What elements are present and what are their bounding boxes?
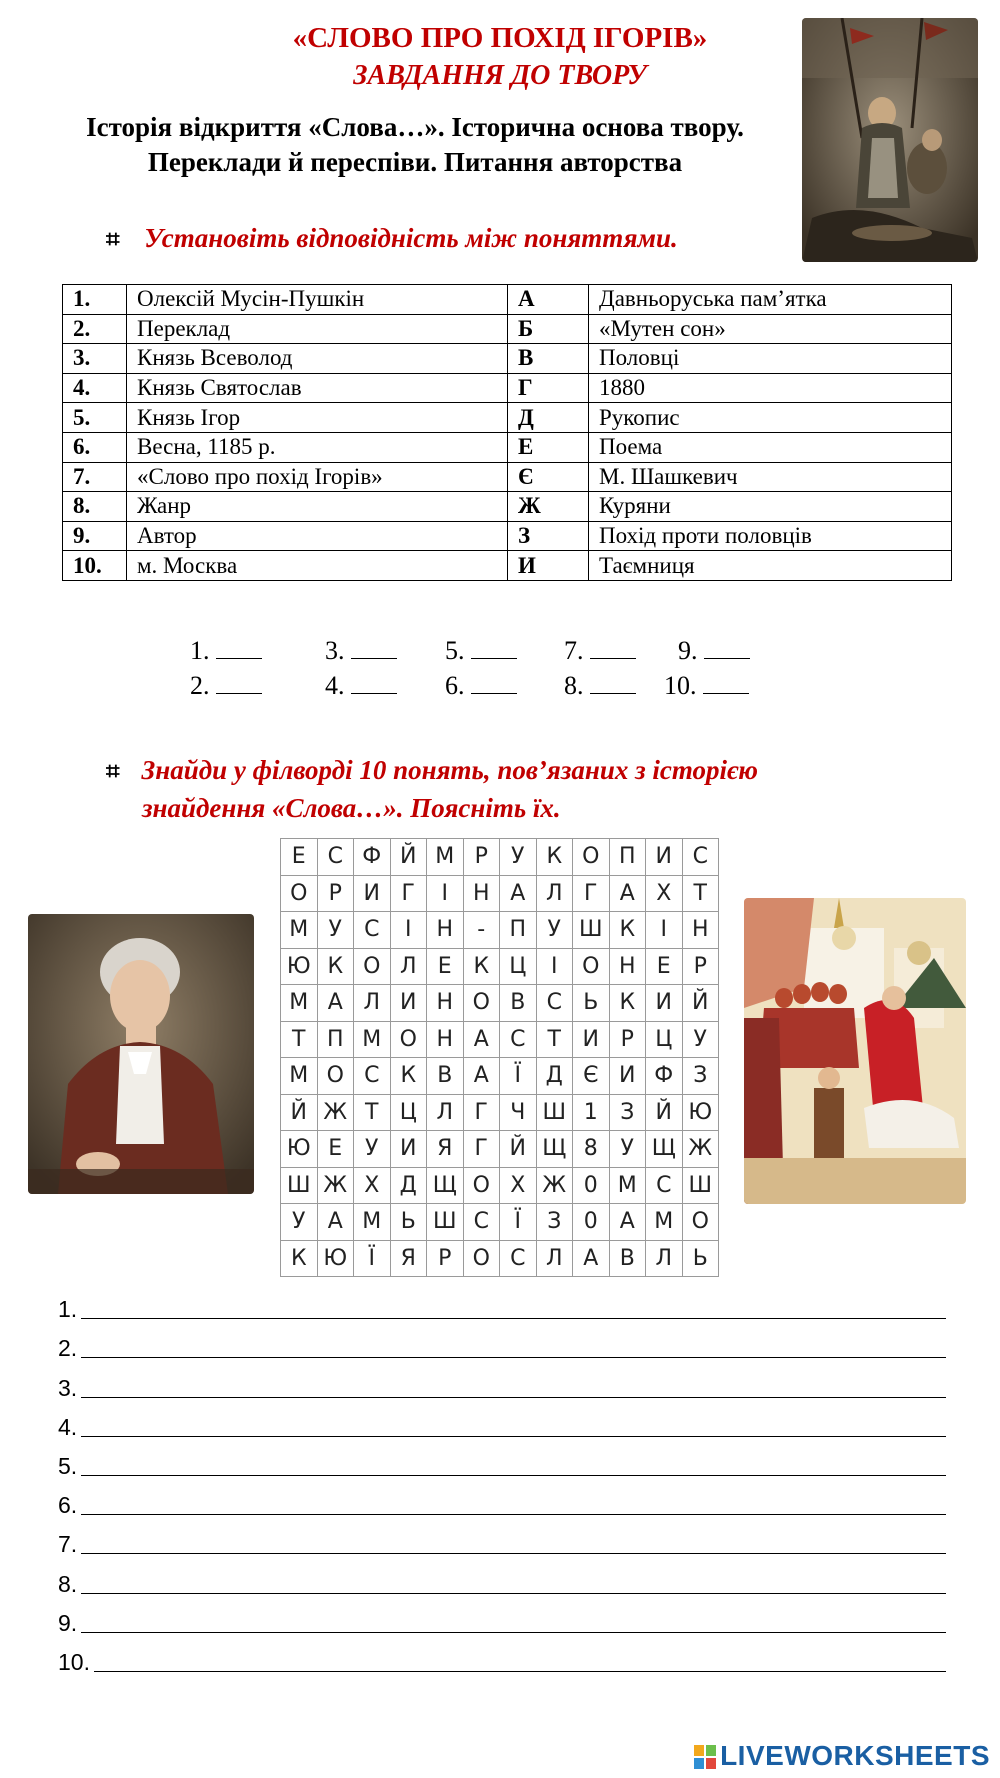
grid-cell[interactable]: У xyxy=(500,839,537,876)
grid-cell[interactable]: І xyxy=(646,912,683,949)
grid-cell[interactable]: З xyxy=(536,1204,573,1241)
answer-blank-label: 3. xyxy=(325,636,345,665)
answer-line-number: 7. xyxy=(58,1531,78,1558)
grid-cell[interactable]: И xyxy=(646,985,683,1022)
answer-blank[interactable] xyxy=(678,636,750,666)
answer-line-number: 3. xyxy=(58,1374,78,1401)
answer-line-number: 6. xyxy=(58,1492,78,1519)
grid-cell[interactable]: П xyxy=(317,1021,354,1058)
grid-cell[interactable]: У xyxy=(536,912,573,949)
table-cell-num: 4. xyxy=(63,373,127,403)
table-cell-right: Куряни xyxy=(589,492,952,522)
worksheet-subtitle: ЗАВДАННЯ ДО ТВОРУ xyxy=(353,60,647,91)
table-row xyxy=(63,551,952,581)
grid-cell[interactable]: Л xyxy=(536,1240,573,1277)
grid-cell[interactable]: С xyxy=(536,985,573,1022)
grid-cell[interactable]: О xyxy=(463,1167,500,1204)
answer-line-field[interactable] xyxy=(81,1396,946,1398)
task-2-text-line-2: знайдення «Слова…». Поясніть їх. xyxy=(142,793,561,823)
section-heading xyxy=(40,110,790,180)
answer-line[interactable] xyxy=(58,1443,946,1482)
table-cell-num: 5. xyxy=(63,403,127,433)
answer-blank[interactable] xyxy=(190,671,262,701)
answer-blank-label: 8. xyxy=(564,671,584,700)
table-cell-letter: Б xyxy=(508,314,589,344)
answer-line[interactable] xyxy=(58,1600,946,1639)
grid-cell[interactable]: О xyxy=(281,875,318,912)
grid-cell[interactable]: Н xyxy=(427,985,464,1022)
task-2-instruction xyxy=(106,752,758,826)
grid-cell[interactable]: Ю xyxy=(281,1131,318,1168)
grid-cell[interactable]: К xyxy=(317,948,354,985)
grid-cell[interactable]: К xyxy=(463,948,500,985)
answer-blank[interactable] xyxy=(564,636,636,666)
grid-cell[interactable]: У xyxy=(609,1131,646,1168)
grid-cell[interactable]: Ч xyxy=(500,1094,537,1131)
grid-cell[interactable]: А xyxy=(463,1021,500,1058)
grid-cell[interactable]: А xyxy=(500,875,537,912)
grid-cell[interactable]: І xyxy=(427,875,464,912)
answer-line[interactable] xyxy=(58,1639,946,1678)
answer-line-number: 9. xyxy=(58,1609,78,1636)
answer-blank-label: 9. xyxy=(678,636,698,665)
grid-cell[interactable]: О xyxy=(682,1204,719,1241)
grid-cell[interactable]: И xyxy=(354,875,391,912)
grid-cell[interactable]: К xyxy=(536,839,573,876)
answer-blank[interactable] xyxy=(564,671,636,701)
grid-row xyxy=(281,1204,719,1241)
grid-cell[interactable]: И xyxy=(390,1131,427,1168)
answer-line-number: 4. xyxy=(58,1413,78,1440)
grid-cell[interactable]: І xyxy=(390,912,427,949)
grid-cell[interactable]: В xyxy=(427,1058,464,1095)
grid-cell[interactable]: Й xyxy=(646,1094,683,1131)
answer-blank-field[interactable] xyxy=(471,636,517,659)
grid-cell[interactable]: Ш xyxy=(536,1094,573,1131)
grid-cell[interactable]: Т xyxy=(536,1021,573,1058)
answer-line-number: 8. xyxy=(58,1570,78,1597)
grid-cell[interactable]: Ш xyxy=(281,1167,318,1204)
grid-cell[interactable]: Й xyxy=(390,839,427,876)
answer-blank[interactable] xyxy=(664,671,749,701)
answer-blank-label: 4. xyxy=(325,671,345,700)
grid-row xyxy=(281,1131,719,1168)
grid-cell[interactable]: П xyxy=(500,912,537,949)
grid-cell[interactable]: Ї xyxy=(354,1240,391,1277)
answer-line-number: 1. xyxy=(58,1296,78,1323)
grid-cell[interactable]: 1 xyxy=(573,1094,610,1131)
grid-cell[interactable]: Л xyxy=(646,1240,683,1277)
grid-cell[interactable]: И xyxy=(646,839,683,876)
grid-cell[interactable]: Л xyxy=(354,985,391,1022)
answer-blank[interactable] xyxy=(325,636,397,666)
grid-cell[interactable]: Р xyxy=(317,875,354,912)
grid-cell[interactable]: Р xyxy=(463,839,500,876)
table-row xyxy=(63,285,952,315)
answer-line-field[interactable] xyxy=(81,1474,946,1476)
answer-blank-field[interactable] xyxy=(351,636,397,659)
grid-cell[interactable]: К xyxy=(281,1240,318,1277)
grid-cell[interactable]: Щ xyxy=(427,1167,464,1204)
grid-cell[interactable]: Т xyxy=(281,1021,318,1058)
grid-row xyxy=(281,948,719,985)
grid-cell[interactable]: Щ xyxy=(536,1131,573,1168)
grid-cell[interactable]: А xyxy=(317,985,354,1022)
grid-cell[interactable]: В xyxy=(609,1240,646,1277)
grid-cell[interactable]: Н xyxy=(463,875,500,912)
grid-cell[interactable]: Ш xyxy=(573,912,610,949)
table-cell-left: м. Москва xyxy=(127,551,508,581)
table-row xyxy=(63,432,952,462)
table-cell-letter: Є xyxy=(508,462,589,492)
grid-row xyxy=(281,1021,719,1058)
grid-cell[interactable]: Х xyxy=(500,1167,537,1204)
table-cell-right: Таємниця xyxy=(589,551,952,581)
answer-line[interactable] xyxy=(58,1560,946,1599)
liveworksheets-logo xyxy=(694,1740,990,1772)
grid-cell[interactable]: К xyxy=(390,1058,427,1095)
table-row xyxy=(63,492,952,522)
table-row xyxy=(63,314,952,344)
grid-cell[interactable]: О xyxy=(390,1021,427,1058)
grid-cell[interactable]: М xyxy=(281,985,318,1022)
grid-cell[interactable]: Ц xyxy=(646,1021,683,1058)
table-cell-letter: А xyxy=(508,285,589,315)
table-cell-num: 7. xyxy=(63,462,127,492)
grid-cell[interactable]: А xyxy=(609,875,646,912)
grid-cell[interactable]: Л xyxy=(427,1094,464,1131)
grid-cell[interactable]: К xyxy=(609,985,646,1022)
answer-line[interactable] xyxy=(58,1482,946,1521)
grid-cell[interactable]: Д xyxy=(536,1058,573,1095)
table-cell-left: Весна, 1185 р. xyxy=(127,432,508,462)
grid-row xyxy=(281,912,719,949)
grid-cell[interactable]: Ї xyxy=(500,1058,537,1095)
grid-cell[interactable]: З xyxy=(609,1094,646,1131)
answer-blank-label: 5. xyxy=(445,636,465,665)
answer-line[interactable] xyxy=(58,1286,946,1325)
grid-cell[interactable]: А xyxy=(573,1240,610,1277)
table-cell-right: «Мутен сон» xyxy=(589,314,952,344)
table-cell-letter: З xyxy=(508,521,589,551)
battle-painting-image xyxy=(802,18,978,262)
grid-cell[interactable]: М xyxy=(609,1167,646,1204)
grid-cell[interactable]: Е xyxy=(281,839,318,876)
grid-cell[interactable]: Н xyxy=(427,1021,464,1058)
grid-cell[interactable]: 0 xyxy=(573,1204,610,1241)
grid-cell[interactable]: Г xyxy=(463,1131,500,1168)
grid-cell[interactable]: Ф xyxy=(354,839,391,876)
answer-blank[interactable] xyxy=(325,671,397,701)
grid-cell[interactable]: К xyxy=(609,912,646,949)
grid-row xyxy=(281,985,719,1022)
grid-cell[interactable]: Ц xyxy=(500,948,537,985)
task-1-text: Установіть відповідність між поняттями. xyxy=(144,223,678,253)
table-cell-right: Рукопис xyxy=(589,403,952,433)
table-cell-left: Князь Всеволод xyxy=(127,344,508,374)
grid-cell[interactable]: У xyxy=(682,1021,719,1058)
answer-blank[interactable] xyxy=(445,671,517,701)
grid-cell[interactable]: У xyxy=(354,1131,391,1168)
grid-cell[interactable]: Ш xyxy=(427,1204,464,1241)
grid-cell[interactable]: Ж xyxy=(317,1094,354,1131)
table-row xyxy=(63,403,952,433)
grid-cell[interactable]: М xyxy=(354,1204,391,1241)
grid-cell[interactable]: Ь xyxy=(682,1240,719,1277)
table-cell-letter: Д xyxy=(508,403,589,433)
table-cell-right: Давньоруська пам’ятка xyxy=(589,285,952,315)
grid-cell[interactable]: Й xyxy=(500,1131,537,1168)
grid-cell[interactable]: Н xyxy=(682,912,719,949)
answer-line[interactable] xyxy=(58,1521,946,1560)
table-cell-letter: Ж xyxy=(508,492,589,522)
grid-cell[interactable]: Ю xyxy=(682,1094,719,1131)
grid-cell[interactable]: Ь xyxy=(390,1204,427,1241)
answer-line[interactable] xyxy=(58,1325,946,1364)
grid-cell[interactable]: С xyxy=(463,1204,500,1241)
answer-blank-label: 10. xyxy=(664,671,697,700)
answer-blank-label: 1. xyxy=(190,636,210,665)
answer-blank-label: 7. xyxy=(564,636,584,665)
grid-cell[interactable]: Х xyxy=(646,875,683,912)
answer-blank[interactable] xyxy=(445,636,517,666)
table-cell-right: Похід проти половців xyxy=(589,521,952,551)
grid-cell[interactable]: И xyxy=(609,1058,646,1095)
grid-cell[interactable]: Ц xyxy=(390,1094,427,1131)
grid-cell[interactable]: С xyxy=(500,1240,537,1277)
grid-cell[interactable]: Я xyxy=(390,1240,427,1277)
grid-cell[interactable]: Г xyxy=(573,875,610,912)
grid-cell[interactable]: А xyxy=(463,1058,500,1095)
wordsearch-grid xyxy=(280,838,719,1277)
grid-cell[interactable]: О xyxy=(573,839,610,876)
grid-cell[interactable]: У xyxy=(281,1204,318,1241)
grid-cell[interactable]: Е xyxy=(317,1131,354,1168)
table-cell-left: Олексій Мусін-Пушкін xyxy=(127,285,508,315)
grid-row xyxy=(281,1058,719,1095)
grid-cell[interactable]: 8 xyxy=(573,1131,610,1168)
answer-blank-field[interactable] xyxy=(590,671,636,694)
grid-cell[interactable]: Е xyxy=(646,948,683,985)
answer-blank-field[interactable] xyxy=(216,671,262,694)
grid-cell[interactable]: М xyxy=(281,1058,318,1095)
grid-row xyxy=(281,875,719,912)
grid-cell[interactable]: О xyxy=(354,948,391,985)
answer-blank-field[interactable] xyxy=(703,671,749,694)
task-2-text-line-1: Знайди у філворді 10 понять, пов’язаних з історією xyxy=(141,755,758,785)
grid-cell[interactable]: О xyxy=(573,948,610,985)
task-1-instruction xyxy=(106,220,678,258)
grid-cell[interactable]: Н xyxy=(609,948,646,985)
answer-line-field[interactable] xyxy=(81,1552,946,1554)
liveworksheets-logo-icon xyxy=(694,1744,716,1768)
grid-cell[interactable]: Й xyxy=(281,1094,318,1131)
table-cell-left: «Слово про похід Ігорів» xyxy=(127,462,508,492)
answer-line[interactable] xyxy=(58,1404,946,1443)
answer-blank-field[interactable] xyxy=(471,671,517,694)
grid-cell[interactable]: 0 xyxy=(573,1167,610,1204)
grid-cell[interactable]: М xyxy=(281,912,318,949)
grid-cell[interactable]: Ж xyxy=(317,1167,354,1204)
portrait-image xyxy=(28,914,254,1194)
grid-cell[interactable]: Ї xyxy=(500,1204,537,1241)
table-cell-num: 2. xyxy=(63,314,127,344)
grid-cell[interactable]: Т xyxy=(354,1094,391,1131)
grid-row xyxy=(281,1094,719,1131)
answer-line-field[interactable] xyxy=(81,1435,946,1437)
section-heading-line-1: Історія відкриття «Слова…». Історична основа твору. xyxy=(86,112,744,142)
table-cell-letter: В xyxy=(508,344,589,374)
answer-line-number: 10. xyxy=(58,1648,90,1675)
grid-cell[interactable]: И xyxy=(390,985,427,1022)
table-cell-letter: Е xyxy=(508,432,589,462)
table-row xyxy=(63,462,952,492)
grid-cell[interactable]: М xyxy=(646,1204,683,1241)
grid-cell[interactable]: З xyxy=(682,1058,719,1095)
answer-blank-label: 6. xyxy=(445,671,465,700)
grid-cell[interactable]: Е xyxy=(427,948,464,985)
answer-blank-field[interactable] xyxy=(216,636,262,659)
table-cell-right: 1880 xyxy=(589,373,952,403)
grid-row xyxy=(281,1167,719,1204)
grid-row xyxy=(281,1240,719,1277)
answer-line-field[interactable] xyxy=(81,1356,946,1358)
table-cell-left: Князь Ігор xyxy=(127,403,508,433)
worksheet-title: «СЛОВО ПРО ПОХІД ІГОРІВ» xyxy=(292,22,708,54)
table-row xyxy=(63,521,952,551)
grid-cell[interactable]: О xyxy=(463,985,500,1022)
grid-cell[interactable]: С xyxy=(500,1021,537,1058)
grid-cell[interactable]: Г xyxy=(463,1094,500,1131)
grid-cell[interactable]: Ю xyxy=(281,948,318,985)
grid-cell[interactable]: Щ xyxy=(646,1131,683,1168)
table-cell-num: 1. xyxy=(63,285,127,315)
section-heading-line-2: Переклади й переспіви. Питання авторства xyxy=(147,147,683,177)
answer-line-number: 2. xyxy=(58,1335,78,1362)
grid-cell[interactable]: Р xyxy=(682,948,719,985)
grid-cell[interactable]: С xyxy=(354,1058,391,1095)
grid-cell[interactable]: І xyxy=(536,948,573,985)
grid-cell[interactable]: П xyxy=(609,839,646,876)
answer-line-field[interactable] xyxy=(81,1592,946,1594)
grid-cell[interactable]: С xyxy=(646,1167,683,1204)
grid-cell[interactable]: В xyxy=(500,985,537,1022)
grid-cell[interactable]: Ж xyxy=(682,1131,719,1168)
grid-cell[interactable]: Х xyxy=(354,1167,391,1204)
grid-cell[interactable]: Й xyxy=(682,985,719,1022)
grid-cell[interactable]: С xyxy=(317,839,354,876)
answer-blank-field[interactable] xyxy=(704,636,750,659)
hash-bullet-icon: ⌗ xyxy=(106,759,120,785)
table-cell-left: Переклад xyxy=(127,314,508,344)
grid-cell[interactable]: М xyxy=(354,1021,391,1058)
table-cell-left: Автор xyxy=(127,521,508,551)
grid-cell[interactable]: Г xyxy=(390,875,427,912)
table-cell-num: 10. xyxy=(63,551,127,581)
grid-cell[interactable]: Р xyxy=(609,1021,646,1058)
liveworksheets-logo-text: LIVEWORKSHEETS xyxy=(720,1740,990,1771)
table-cell-left: Жанр xyxy=(127,492,508,522)
answer-line-field[interactable] xyxy=(94,1670,946,1672)
grid-cell[interactable]: А xyxy=(317,1204,354,1241)
grid-cell[interactable]: О xyxy=(463,1240,500,1277)
grid-cell[interactable]: А xyxy=(609,1204,646,1241)
grid-row xyxy=(281,839,719,876)
table-cell-right: Поема xyxy=(589,432,952,462)
answer-line-field[interactable] xyxy=(81,1513,946,1515)
grid-cell[interactable]: Л xyxy=(536,875,573,912)
grid-cell[interactable]: Р xyxy=(427,1240,464,1277)
table-cell-letter: Г xyxy=(508,373,589,403)
grid-cell[interactable]: С xyxy=(682,839,719,876)
grid-cell[interactable]: - xyxy=(463,912,500,949)
grid-cell[interactable]: У xyxy=(317,912,354,949)
grid-cell[interactable]: С xyxy=(354,912,391,949)
table-row xyxy=(63,373,952,403)
answer-blank-label: 2. xyxy=(190,671,210,700)
grid-cell[interactable]: Ф xyxy=(646,1058,683,1095)
grid-cell[interactable]: Н xyxy=(427,912,464,949)
answer-blank[interactable] xyxy=(190,636,262,666)
table-cell-letter: И xyxy=(508,551,589,581)
table-cell-num: 3. xyxy=(63,344,127,374)
grid-cell[interactable]: Ж xyxy=(536,1167,573,1204)
answer-blank-field[interactable] xyxy=(590,636,636,659)
table-cell-right: Половці xyxy=(589,344,952,374)
grid-cell[interactable]: Я xyxy=(427,1131,464,1168)
table-cell-num: 8. xyxy=(63,492,127,522)
grid-cell[interactable]: М xyxy=(427,839,464,876)
grid-cell[interactable]: Ю xyxy=(317,1240,354,1277)
grid-cell[interactable]: Ш xyxy=(682,1167,719,1204)
table-cell-num: 9. xyxy=(63,521,127,551)
grid-cell[interactable]: И xyxy=(573,1021,610,1058)
grid-cell[interactable]: Є xyxy=(573,1058,610,1095)
grid-cell[interactable]: Ь xyxy=(573,985,610,1022)
answer-line[interactable] xyxy=(58,1364,946,1403)
table-cell-left: Князь Святослав xyxy=(127,373,508,403)
answer-line-number: 5. xyxy=(58,1452,78,1479)
table-cell-right: М. Шашкевич xyxy=(589,462,952,492)
table-cell-num: 6. xyxy=(63,432,127,462)
answer-line-field[interactable] xyxy=(81,1317,946,1319)
prince-illustration-image xyxy=(744,898,966,1204)
hash-bullet-icon: ⌗ xyxy=(106,227,120,253)
matching-table xyxy=(62,284,952,581)
table-row xyxy=(63,344,952,374)
grid-cell[interactable]: Д xyxy=(390,1167,427,1204)
answer-blank-field[interactable] xyxy=(351,671,397,694)
grid-cell[interactable]: Т xyxy=(682,875,719,912)
grid-cell[interactable]: Л xyxy=(390,948,427,985)
answer-line-field[interactable] xyxy=(81,1631,946,1633)
answer-lines xyxy=(58,1286,946,1678)
grid-cell[interactable]: О xyxy=(317,1058,354,1095)
